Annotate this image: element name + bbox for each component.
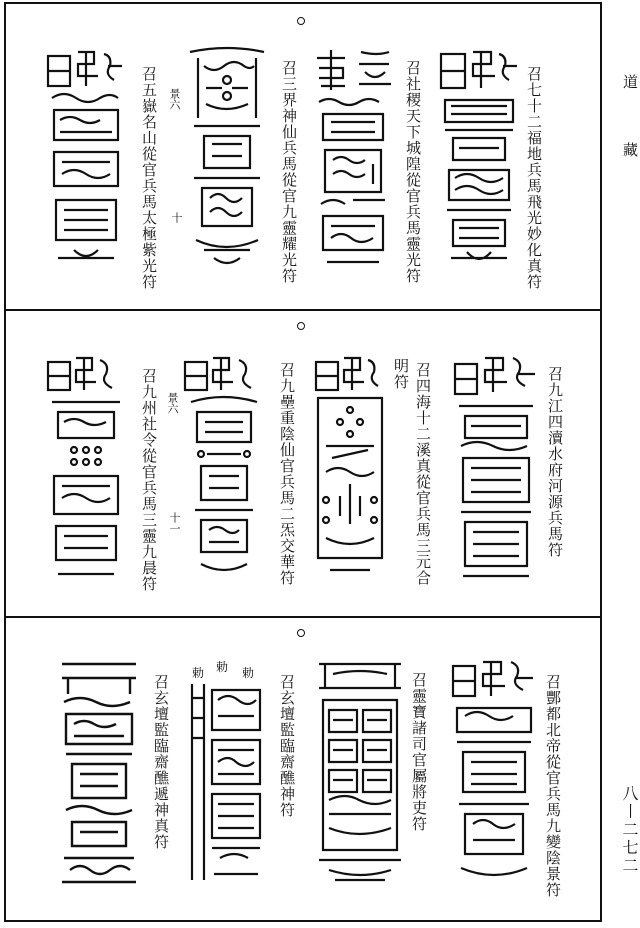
talisman-caption: 召九壘重陰仙官兵馬二炁交華符	[278, 362, 296, 586]
talisman-caption: 召九江四瀆水府河源兵馬符	[546, 366, 564, 558]
talisman-cap-char: 勅	[192, 666, 206, 680]
talisman-cap-char: 勅	[242, 666, 256, 680]
talisman-seal	[44, 350, 128, 582]
binding-hole	[297, 322, 305, 330]
talisman-caption: 召玄壇監臨齋醮神符	[278, 674, 296, 818]
talisman-seal	[315, 654, 405, 888]
talisman-seal	[44, 44, 128, 270]
talisman-caption: 召三界神仙兵馬從官九靈耀光符	[280, 60, 298, 284]
talisman-seal	[312, 350, 388, 582]
binding-hole	[297, 17, 305, 25]
margin-title-zang: 藏	[621, 142, 639, 157]
talisman-caption: 召七十二福地兵馬飛光妙化真符	[525, 66, 543, 290]
binding-hole	[297, 629, 305, 637]
talisman-seal	[184, 44, 270, 270]
talisman-caption: 召社稷天下城隍從官兵馬靈光符	[404, 60, 422, 284]
margin-title-dao: 道	[621, 74, 639, 89]
talisman-seal	[451, 350, 541, 582]
margin-note: 十一	[168, 512, 181, 534]
panel-divider-2	[4, 616, 602, 618]
talisman-seal	[58, 654, 140, 888]
talisman-seal	[184, 678, 266, 888]
panel-divider-1	[4, 309, 602, 311]
talisman-caption: 召玄壇監臨齋醮遞神真符	[152, 674, 170, 850]
talisman-caption: 召靈寶諸司官屬將吏符	[410, 672, 428, 832]
talisman-caption: 召九州社令從官兵馬三靈九晨符	[140, 368, 158, 592]
page-number: 八〡二七二	[620, 785, 639, 875]
talisman-seal	[437, 44, 521, 270]
talisman-caption: 召酆都北帝從官兵馬九變陰景符	[544, 674, 562, 898]
talisman-caption: 召五嶽名山從官兵馬太極紫光符	[140, 66, 158, 290]
margin-note: 景六	[168, 88, 181, 110]
talisman-caption-continued: 明符	[392, 358, 410, 390]
talisman-caption: 召四海十二溪真從官兵馬三元合	[414, 362, 432, 586]
talisman-cap-char: 勅	[216, 660, 230, 674]
talisman-seal	[181, 350, 267, 582]
margin-note: 十	[170, 212, 183, 223]
talisman-seal	[313, 44, 397, 270]
talisman-seal	[449, 654, 539, 888]
margin-note: 景六	[166, 392, 179, 414]
